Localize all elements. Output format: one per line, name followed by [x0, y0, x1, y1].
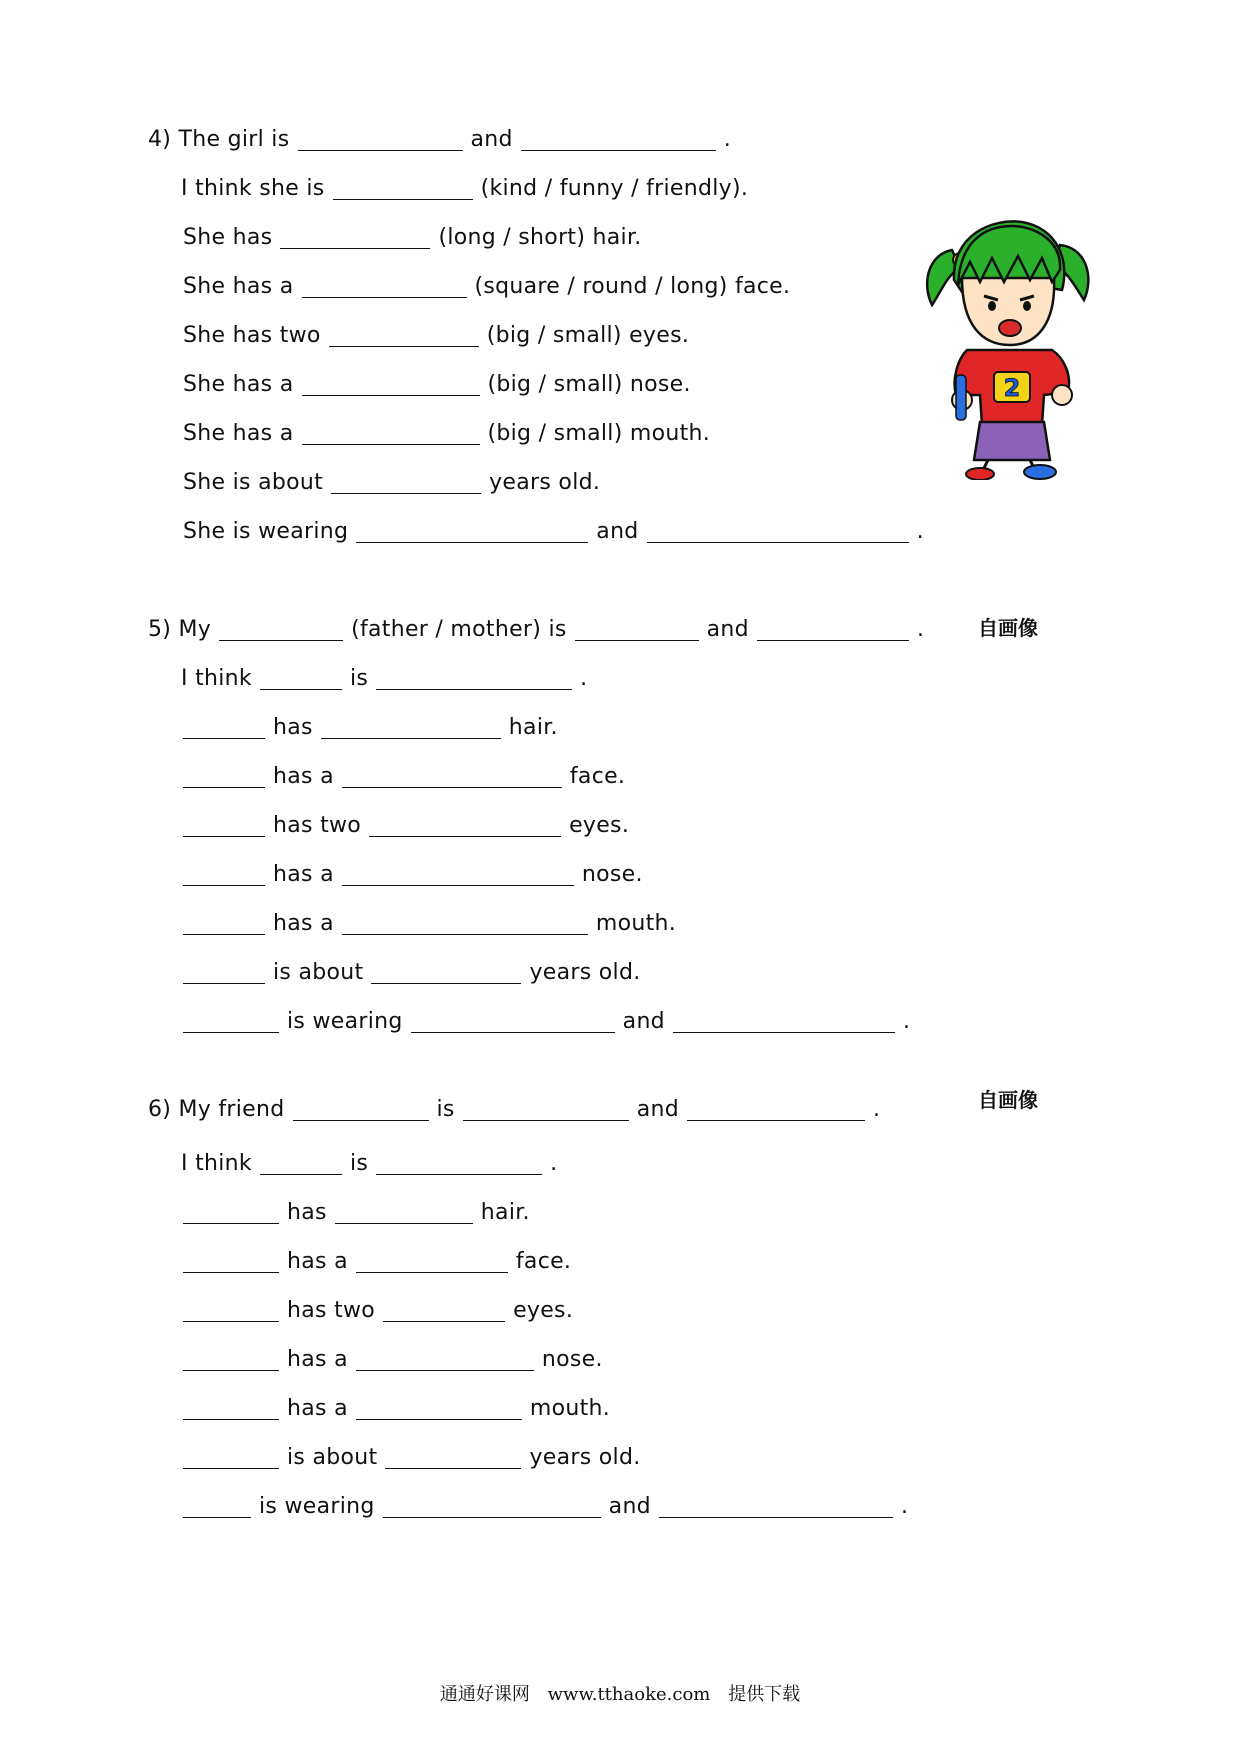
fill-in-blank[interactable]: [673, 1008, 895, 1033]
fill-in-blank[interactable]: [383, 1297, 505, 1322]
q4-line-2: [181, 169, 754, 205]
sentence-text: hair.: [480, 1200, 530, 1225]
fill-in-blank[interactable]: [302, 371, 480, 396]
sentence-text: is: [349, 1151, 369, 1176]
fill-in-blank[interactable]: [183, 812, 265, 837]
sentence-text: I think: [181, 1151, 252, 1176]
q6-line-5: [181, 1291, 579, 1327]
sentence-text: .: [550, 1151, 558, 1176]
fill-in-blank[interactable]: [183, 1444, 279, 1469]
sentence-text: eyes.: [513, 1298, 574, 1323]
fill-in-blank[interactable]: [331, 469, 481, 494]
fill-in-blank[interactable]: [757, 616, 909, 641]
sentence-text: 4) The girl is: [148, 127, 290, 152]
fill-in-blank[interactable]: [687, 1096, 865, 1121]
sentence-text: is: [436, 1097, 455, 1122]
fill-in-blank[interactable]: [371, 959, 521, 984]
fill-in-blank[interactable]: [183, 861, 265, 886]
self-portrait-label-q5: 自画像: [978, 616, 1038, 640]
sentence-text: .: [902, 1009, 911, 1034]
footer: [0, 1680, 1240, 1706]
sentence-text: and: [470, 127, 513, 152]
q6-line-1: [148, 1090, 886, 1126]
sentence-text: and: [608, 1494, 651, 1519]
sentence-text: (big / small) mouth.: [487, 421, 711, 446]
fill-in-blank[interactable]: [383, 1493, 601, 1518]
q4-line-5: [183, 316, 695, 352]
sentence-text: .: [580, 666, 588, 691]
sentence-text: .: [916, 519, 924, 544]
fill-in-blank[interactable]: [321, 714, 501, 739]
sentence-text: face.: [569, 764, 626, 789]
sentence-text: has two: [287, 1298, 376, 1323]
footer-url[interactable]: www.tthaoke.com: [547, 1684, 711, 1705]
fill-in-blank[interactable]: [411, 1008, 615, 1033]
sentence-text: is wearing: [259, 1494, 375, 1519]
fill-in-blank[interactable]: [183, 1008, 279, 1033]
sentence-text: nose.: [541, 1347, 603, 1372]
cartoon-girl-illustration: [922, 210, 1092, 480]
q5-line-5: [181, 806, 635, 842]
fill-in-blank[interactable]: [280, 224, 430, 249]
fill-in-blank[interactable]: [376, 665, 572, 690]
fill-in-blank[interactable]: [342, 763, 562, 788]
q6-line-9: [181, 1487, 914, 1523]
q4-line-6: [183, 365, 697, 401]
fill-in-blank[interactable]: [183, 1199, 279, 1224]
fill-in-blank[interactable]: [463, 1096, 629, 1121]
sentence-text: and: [596, 519, 639, 544]
sentence-text: I think she is: [181, 176, 325, 201]
fill-in-blank[interactable]: [183, 910, 265, 935]
sentence-text: .: [900, 1494, 909, 1519]
fill-in-blank[interactable]: [575, 616, 699, 641]
q5-line-9: [181, 1002, 916, 1038]
fill-in-blank[interactable]: [183, 1346, 279, 1371]
fill-in-blank[interactable]: [385, 1444, 521, 1469]
sentence-text: I think: [181, 666, 252, 691]
sentence-text: has a: [273, 764, 334, 789]
q6-line-2: [181, 1144, 563, 1180]
q6-line-3: [181, 1193, 536, 1229]
fill-in-blank[interactable]: [356, 518, 588, 543]
fill-in-blank[interactable]: [521, 126, 716, 151]
sentence-text: eyes.: [569, 813, 630, 838]
sentence-text: mouth.: [595, 911, 677, 936]
sentence-text: is wearing: [287, 1009, 403, 1034]
sentence-text: has: [287, 1200, 327, 1225]
fill-in-blank[interactable]: [659, 1493, 893, 1518]
sentence-text: (big / small) nose.: [487, 372, 691, 397]
sentence-text: 6) My friend: [148, 1097, 285, 1122]
sentence-text: has a: [287, 1396, 348, 1421]
q5-line-2: [181, 659, 593, 695]
fill-in-blank[interactable]: [356, 1346, 534, 1371]
q4-line-8: [183, 463, 606, 499]
fill-in-blank[interactable]: [369, 812, 561, 837]
fill-in-blank[interactable]: [356, 1395, 522, 1420]
q6-line-6: [181, 1340, 609, 1376]
q4-line-4: [183, 267, 796, 303]
sentence-text: .: [873, 1097, 881, 1122]
q4-line-9: [183, 512, 930, 548]
q5-line-8: [181, 953, 647, 989]
sentence-text: years old.: [529, 1445, 641, 1470]
fill-in-blank[interactable]: [260, 665, 342, 690]
fill-in-blank[interactable]: [183, 1297, 279, 1322]
fill-in-blank[interactable]: [183, 1395, 279, 1420]
fill-in-blank[interactable]: [342, 861, 574, 886]
q4-line-3: [183, 218, 648, 254]
fill-in-blank[interactable]: [342, 910, 588, 935]
sentence-text: is about: [273, 960, 364, 985]
fill-in-blank[interactable]: [302, 273, 467, 298]
sentence-text: mouth.: [529, 1396, 611, 1421]
sentence-text: years old.: [529, 960, 641, 985]
q5-line-1: [148, 610, 930, 646]
fill-in-blank[interactable]: [183, 959, 265, 984]
sentence-text: She has a: [183, 274, 294, 299]
fill-in-blank[interactable]: [376, 1150, 542, 1175]
sentence-text: She has two: [183, 323, 321, 348]
sentence-text: has: [273, 715, 313, 740]
sentence-text: (father / mother) is: [351, 617, 567, 642]
fill-in-blank[interactable]: [260, 1150, 342, 1175]
fill-in-blank[interactable]: [329, 322, 479, 347]
fill-in-blank[interactable]: [219, 616, 343, 641]
sentence-text: (long / short) hair.: [438, 225, 642, 250]
sentence-text: (square / round / long) face.: [474, 274, 791, 299]
fill-in-blank[interactable]: [356, 1248, 508, 1273]
fill-in-blank[interactable]: [298, 126, 463, 151]
sentence-text: 5) My: [148, 617, 212, 642]
sentence-text: (kind / funny / friendly).: [480, 176, 749, 201]
sentence-text: She is wearing: [183, 519, 349, 544]
fill-in-blank[interactable]: [183, 714, 265, 739]
sentence-text: and: [622, 1009, 665, 1034]
sentence-text: She is about: [183, 470, 324, 495]
sentence-text: years old.: [489, 470, 601, 495]
fill-in-blank[interactable]: [333, 175, 473, 200]
sentence-text: has a: [273, 911, 334, 936]
sentence-text: has a: [273, 862, 334, 887]
fill-in-blank[interactable]: [647, 518, 909, 543]
sentence-text: is about: [287, 1445, 378, 1470]
sentence-text: hair.: [508, 715, 558, 740]
sentence-text: nose.: [581, 862, 643, 887]
q5-line-7: [181, 904, 682, 940]
fill-in-blank[interactable]: [335, 1199, 473, 1224]
sentence-text: She has a: [183, 421, 294, 446]
fill-in-blank[interactable]: [183, 1248, 279, 1273]
sentence-text: has a: [287, 1249, 348, 1274]
sentence-text: face.: [515, 1249, 572, 1274]
self-portrait-label-q6: 自画像: [978, 1088, 1038, 1112]
sentence-text: (big / small) eyes.: [486, 323, 690, 348]
q6-line-8: [181, 1438, 647, 1474]
sentence-text: is: [349, 666, 369, 691]
sentence-text: .: [916, 617, 925, 642]
q4-line-7: [183, 414, 716, 450]
q6-line-4: [181, 1242, 577, 1278]
shirt-number: 2: [1003, 374, 1021, 402]
footer-note: 提供下载: [728, 1684, 801, 1705]
q5-line-3: [181, 708, 564, 744]
fill-in-blank[interactable]: [293, 1096, 429, 1121]
sentence-text: and: [706, 617, 749, 642]
sentence-text: has a: [287, 1347, 348, 1372]
q4-line-1: [148, 120, 737, 156]
footer-site-name: 通通好课网: [439, 1684, 530, 1705]
q5-line-4: [181, 757, 631, 793]
fill-in-blank[interactable]: [183, 763, 265, 788]
sentence-text: and: [636, 1097, 679, 1122]
sentence-text: has two: [273, 813, 362, 838]
fill-in-blank[interactable]: [302, 420, 480, 445]
sentence-text: She has: [183, 225, 273, 250]
fill-in-blank[interactable]: [183, 1493, 251, 1518]
sentence-text: .: [723, 127, 732, 152]
q6-line-7: [181, 1389, 616, 1425]
sentence-text: She has a: [183, 372, 294, 397]
q5-line-6: [181, 855, 649, 891]
